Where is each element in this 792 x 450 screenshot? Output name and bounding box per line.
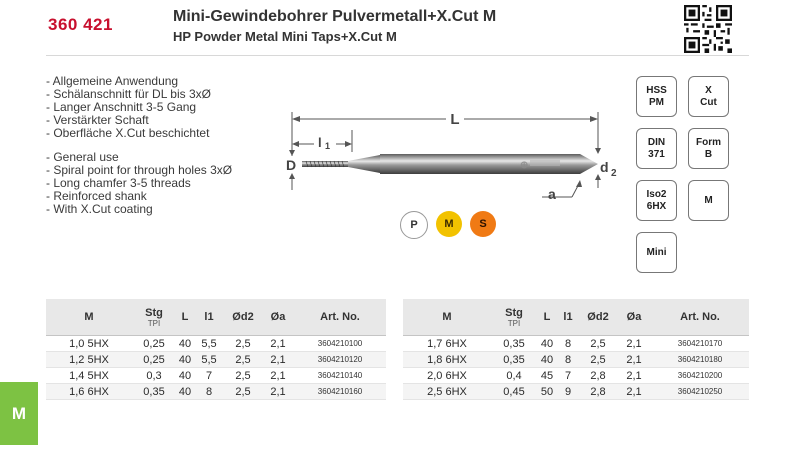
col-header-stg xyxy=(132,299,176,336)
diameter-label: D xyxy=(286,157,297,173)
cell-a: 2,1 xyxy=(262,352,294,368)
cell-a: 2,1 xyxy=(617,384,651,400)
cell-art[interactable]: 3604210100 xyxy=(294,336,386,352)
cell-a: 2,1 xyxy=(262,384,294,400)
spec-line: 6HX xyxy=(646,200,667,212)
col-header-tpi-label: TPI xyxy=(147,318,161,328)
features-german-list xyxy=(46,75,211,140)
tap-tool-drawing xyxy=(280,100,630,210)
shank-diameter-label: d xyxy=(600,159,609,175)
cell-l1: 7 xyxy=(194,368,224,384)
cell-art[interactable]: 3604210200 xyxy=(651,368,749,384)
col-header-a: Øa xyxy=(617,299,651,336)
cell-stg: 0,35 xyxy=(491,352,537,368)
cell-l1: 8 xyxy=(557,336,579,352)
cell-m: 1,6 6HX xyxy=(46,384,132,400)
feature-item: - Spiral point for through holes 3xØ xyxy=(46,163,233,177)
col-header-a: Øa xyxy=(262,299,294,336)
feature-item: - General use xyxy=(46,150,119,164)
spec-line: X xyxy=(705,84,712,96)
section-tab-m[interactable]: M xyxy=(0,382,38,445)
material-p-badge: P xyxy=(400,211,428,239)
article-number: 360 421 xyxy=(48,15,113,34)
cell-art[interactable]: 3604210180 xyxy=(651,352,749,368)
feature-item: - Reinforced shank xyxy=(46,189,147,203)
cell-l: 40 xyxy=(176,384,194,400)
thread-length-subscript: 1 xyxy=(325,141,331,151)
col-header-tpi-label: TPI xyxy=(507,318,521,328)
qr-code-icon[interactable] xyxy=(684,5,732,53)
cell-l: 40 xyxy=(176,368,194,384)
table-row xyxy=(46,384,386,400)
feature-item: - Langer Anschnitt 3-5 Gang xyxy=(46,100,197,114)
cell-stg: 0,25 xyxy=(132,336,176,352)
spec-x-cut xyxy=(688,76,729,117)
svg-text:⊕: ⊕ xyxy=(520,160,529,171)
material-s-badge: S xyxy=(470,211,496,237)
spec-din-371 xyxy=(636,128,677,169)
col-header-stg-label: Stg xyxy=(145,306,163,319)
col-header-l1: l1 xyxy=(557,299,579,336)
cell-m: 2,5 6HX xyxy=(403,384,491,400)
cell-l1: 7 xyxy=(557,368,579,384)
spec-form-b xyxy=(688,128,729,169)
cell-a: 2,1 xyxy=(262,368,294,384)
cell-m: 1,0 5HX xyxy=(46,336,132,352)
length-label: L xyxy=(450,111,460,128)
cell-stg: 0,35 xyxy=(132,384,176,400)
feature-item: - Verstärkter Schaft xyxy=(46,113,149,127)
table-row xyxy=(46,336,386,352)
cell-art[interactable]: 3604210250 xyxy=(651,384,749,400)
spec-line: B xyxy=(704,148,713,160)
spec-line: PM xyxy=(649,96,664,108)
cell-m: 1,4 5HX xyxy=(46,368,132,384)
col-header-m: M xyxy=(403,299,491,336)
col-header-m: M xyxy=(46,299,132,336)
table-row xyxy=(403,336,749,352)
table-header-row xyxy=(403,299,749,336)
cell-d2: 2,5 xyxy=(579,352,617,368)
page-title-german: Mini-Gewindebohrer Pulvermetall+X.Cut M xyxy=(173,8,497,25)
cell-art[interactable]: 3604210160 xyxy=(294,384,386,400)
cell-d2: 2,8 xyxy=(579,368,617,384)
cell-stg: 0,45 xyxy=(491,384,537,400)
table-header-row xyxy=(46,299,386,336)
col-header-d2: Ød2 xyxy=(579,299,617,336)
spec-line: HSS xyxy=(646,84,667,96)
feature-item: - Schälanschnitt für DL bis 3xØ xyxy=(46,87,211,101)
cell-l: 50 xyxy=(537,384,557,400)
features-english-list xyxy=(46,151,232,216)
cell-m: 1,2 5HX xyxy=(46,352,132,368)
col-header-l: L xyxy=(537,299,557,336)
feature-item: - With X.Cut coating xyxy=(46,202,153,216)
cell-a: 2,1 xyxy=(617,352,651,368)
feature-item: - Oberfläche X.Cut beschichtet xyxy=(46,126,210,140)
cell-stg: 0,3 xyxy=(132,368,176,384)
cell-l: 40 xyxy=(537,352,557,368)
spec-line: Iso2 xyxy=(646,188,667,200)
spec-line: 371 xyxy=(648,148,665,160)
cell-d2: 2,8 xyxy=(579,384,617,400)
feature-item: - Long chamfer 3-5 threads xyxy=(46,176,191,190)
cell-d2: 2,5 xyxy=(224,352,262,368)
spec-hss-pm xyxy=(636,76,677,117)
spec-line: Form xyxy=(696,136,721,148)
cell-m: 1,7 6HX xyxy=(403,336,491,352)
table-row xyxy=(403,368,749,384)
cell-l1: 8 xyxy=(194,384,224,400)
cell-l1: 8 xyxy=(557,352,579,368)
cell-m: 1,8 6HX xyxy=(403,352,491,368)
cell-d2: 2,5 xyxy=(579,336,617,352)
cell-art[interactable]: 3604210140 xyxy=(294,368,386,384)
cell-l1: 9 xyxy=(557,384,579,400)
cell-art[interactable]: 3604210120 xyxy=(294,352,386,368)
cell-stg: 0,25 xyxy=(132,352,176,368)
thread-section xyxy=(302,161,348,167)
col-header-l: L xyxy=(176,299,194,336)
page-title-english: HP Powder Metal Mini Taps+X.Cut M xyxy=(173,29,397,44)
col-header-art: Art. No. xyxy=(294,299,386,336)
spec-iso2-6hx xyxy=(636,180,677,221)
col-header-art: Art. No. xyxy=(651,299,749,336)
cell-stg: 0,4 xyxy=(491,368,537,384)
square-size-label: a xyxy=(548,186,556,202)
col-header-l1: l1 xyxy=(194,299,224,336)
cell-l: 45 xyxy=(537,368,557,384)
feature-item: - Allgemeine Anwendung xyxy=(46,74,179,88)
cell-l1: 5,5 xyxy=(194,336,224,352)
table-row xyxy=(46,352,386,368)
cell-m: 2,0 6HX xyxy=(403,368,491,384)
shank-diameter-subscript: 2 xyxy=(611,168,617,179)
col-header-d2: Ød2 xyxy=(224,299,262,336)
table-row xyxy=(403,384,749,400)
cell-d2: 2,5 xyxy=(224,368,262,384)
spec-line: Mini xyxy=(646,246,667,258)
cell-a: 2,1 xyxy=(262,336,294,352)
col-header-stg xyxy=(491,299,537,336)
cell-l: 40 xyxy=(176,336,194,352)
spec-line: M xyxy=(704,194,713,206)
spec-m xyxy=(688,180,729,221)
header-divider xyxy=(46,55,749,56)
product-table-left xyxy=(46,299,386,400)
material-m-badge: M xyxy=(436,211,462,237)
spec-mini xyxy=(636,232,677,273)
table-row xyxy=(403,352,749,368)
cell-stg: 0,35 xyxy=(491,336,537,352)
cell-l1: 5,5 xyxy=(194,352,224,368)
table-row xyxy=(46,368,386,384)
spec-line: DIN xyxy=(647,136,666,148)
cell-d2: 2,5 xyxy=(224,336,262,352)
cell-a: 2,1 xyxy=(617,336,651,352)
cell-l: 40 xyxy=(176,352,194,368)
thread-length-label: l xyxy=(318,135,322,150)
cell-art[interactable]: 3604210170 xyxy=(651,336,749,352)
cell-l: 40 xyxy=(537,336,557,352)
spec-line: Cut xyxy=(700,96,717,108)
product-table-right xyxy=(403,299,749,400)
col-header-stg-label: Stg xyxy=(505,306,523,319)
cell-a: 2,1 xyxy=(617,368,651,384)
cell-d2: 2,5 xyxy=(224,384,262,400)
